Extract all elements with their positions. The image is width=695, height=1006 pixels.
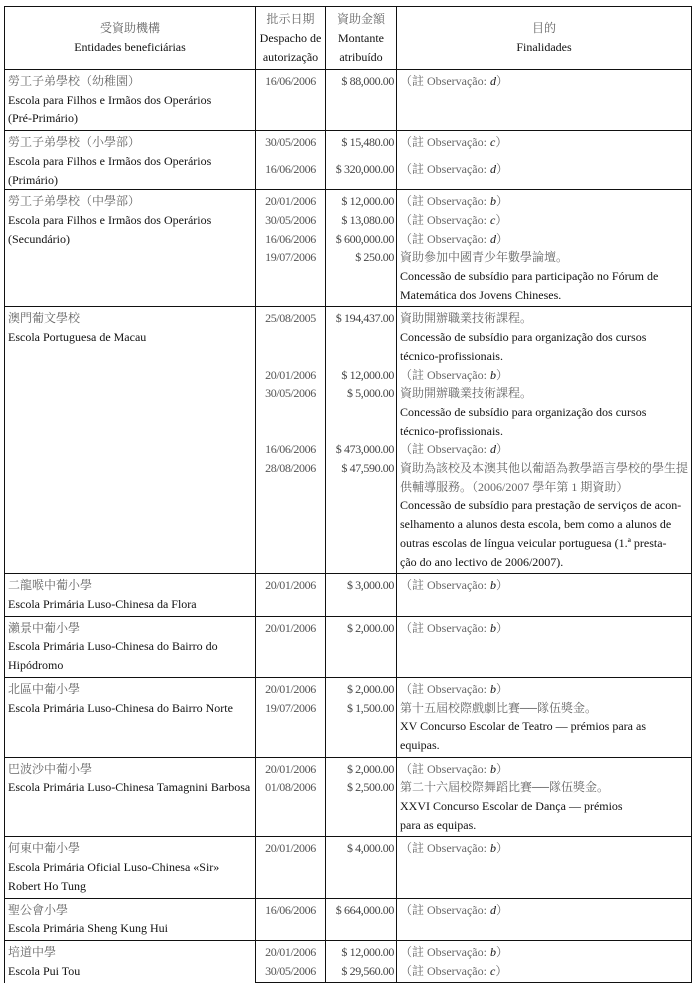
authorization-date: 25/08/2005 (256, 307, 326, 366)
entity-name-zh: 何東中葡小學 (8, 841, 81, 856)
entity-name-pt: (Secundário) (8, 231, 70, 246)
observation-letter: b (489, 578, 496, 593)
amount: $ 320,000.00 (326, 160, 397, 190)
entity-name-zh: 二龍喉中葡小學 (8, 578, 93, 593)
amount: $ 194,437.00 (326, 307, 397, 366)
purpose-pt: outras escolas de língua veicular portuguesa (1.ª presta- (400, 535, 667, 550)
purpose-cell (397, 384, 692, 440)
observation-note (400, 366, 688, 385)
purpose-cell (397, 677, 692, 698)
header-row (5, 7, 692, 70)
entity-name-zh: 北區中葡小學 (8, 681, 81, 696)
beneficiary-group (5, 307, 692, 574)
purpose-cell (397, 160, 692, 190)
table-row (5, 837, 692, 898)
entity-name-pt: Escola Primária Luso-Chinesa do Bairro Norte (8, 700, 233, 715)
observation-prefix: （註 Observação: (400, 367, 490, 382)
beneficiary-group (5, 616, 692, 677)
purpose-cell (397, 190, 692, 211)
entity-name-pt: Escola Portuguesa de Macau (8, 330, 147, 345)
entity-cell (5, 616, 256, 677)
observation-note (400, 680, 688, 699)
observation-note (400, 72, 688, 91)
observation-letter: d (489, 902, 496, 917)
authorization-date: 20/01/2006 (256, 837, 326, 898)
header-date-pt2: autorização (262, 49, 319, 64)
entity-name-zh: 培道中學 (8, 944, 57, 959)
amount: $ 29,560.00 (326, 962, 397, 983)
entity-name-pt: (Primário) (8, 172, 58, 187)
entity-cell (5, 757, 256, 837)
amount: $ 250.00 (326, 248, 397, 307)
purpose-pt: ção do ano lectivo de 2006/2007). (400, 554, 564, 569)
header-amount (326, 7, 397, 70)
purpose-zh: 第十五屆校際戲劇比賽──隊伍獎金。 (400, 700, 598, 715)
observation-suffix: ） (495, 135, 508, 150)
amount: $ 664,000.00 (326, 898, 397, 940)
observation-prefix: （註 Observação: (400, 162, 490, 177)
authorization-date: 19/07/2006 (256, 699, 326, 758)
authorization-date: 16/06/2006 (256, 230, 326, 249)
purpose-pt: Concessão de subsídio para organização dos cursos (400, 404, 647, 419)
beneficiary-group (5, 677, 692, 757)
header-amount-zh: 資助金額 (336, 11, 385, 26)
purpose-cell (397, 70, 692, 131)
observation-suffix: ） (495, 944, 508, 959)
observation-letter: d (489, 231, 496, 246)
purpose-pt: Concessão de subsídio para participação no Fórum de (400, 269, 659, 284)
purpose-cell (397, 211, 692, 230)
observation-letter: b (489, 944, 496, 959)
observation-prefix: （註 Observação: (400, 681, 490, 696)
purpose-cell (397, 459, 692, 574)
authorization-date: 16/06/2006 (256, 160, 326, 190)
entity-cell (5, 940, 256, 982)
observation-letter: d (489, 162, 496, 177)
header-amount-pt2: atribuído (339, 49, 383, 64)
beneficiary-group (5, 940, 692, 982)
observation-suffix: ） (495, 367, 508, 382)
observation-suffix: ） (495, 442, 508, 457)
entity-name-zh: 勞工子弟學校（中學部） (8, 194, 141, 209)
observation-prefix: （註 Observação: (400, 578, 490, 593)
beneficiary-group (5, 131, 692, 190)
purpose-pt: técnico-profissionais. (400, 348, 503, 363)
purpose-cell (397, 778, 692, 837)
observation-letter: b (489, 367, 496, 382)
entity-name-pt: (Pré-Primário) (8, 111, 78, 126)
purpose-zh: 資助參加中國青少年數學論壇。 (400, 250, 569, 265)
header-amount-pt1: Montante (338, 30, 384, 45)
purpose-cell (397, 757, 692, 778)
purpose-cell (397, 837, 692, 898)
observation-letter: d (489, 74, 496, 88)
authorization-date: 19/07/2006 (256, 248, 326, 307)
observation-prefix: （註 Observação: (400, 231, 490, 246)
observation-prefix: （註 Observação: (400, 74, 490, 88)
entity-cell (5, 131, 256, 190)
purpose-cell (397, 440, 692, 459)
observation-letter: b (489, 620, 496, 635)
purpose-cell (397, 248, 692, 307)
beneficiary-group (5, 70, 692, 131)
purpose-cell (397, 616, 692, 677)
table-row (5, 190, 692, 211)
entity-cell (5, 574, 256, 616)
entity-name-pt: Escola para Filhos e Irmãos dos Operários (8, 92, 212, 107)
observation-letter: c (489, 212, 496, 227)
entity-name-zh: 勞工子弟學校（小學部） (8, 135, 141, 150)
authorization-date: 30/05/2006 (256, 131, 326, 161)
authorization-date: 20/01/2006 (256, 190, 326, 211)
observation-note (400, 619, 688, 638)
purpose-cell (397, 962, 692, 983)
purpose-cell (397, 230, 692, 249)
table-row (5, 616, 692, 677)
amount: $ 2,000.00 (326, 757, 397, 778)
purpose-pt: selhamento a alunos desta escola, bem como a alunos de (400, 517, 672, 532)
table-row (5, 677, 692, 698)
entity-cell (5, 677, 256, 757)
entity-name-zh: 勞工子弟學校（幼稚園） (8, 74, 141, 88)
amount: $ 3,000.00 (326, 574, 397, 616)
table-row (5, 757, 692, 778)
observation-note (400, 192, 688, 211)
header-date-pt1: Despacho de (259, 30, 322, 45)
table-row (5, 940, 692, 961)
beneficiary-group (5, 837, 692, 898)
entity-name-pt: Escola Primária Oficial Luso-Chinesa «Sir» (8, 860, 220, 875)
amount: $ 4,000.00 (326, 837, 397, 898)
authorization-date: 20/01/2006 (256, 366, 326, 385)
observation-note (400, 576, 688, 595)
authorization-date: 20/01/2006 (256, 757, 326, 778)
authorization-date: 16/06/2006 (256, 440, 326, 459)
amount: $ 88,000.00 (326, 70, 397, 131)
observation-letter: b (489, 841, 496, 856)
authorization-date: 20/01/2006 (256, 616, 326, 677)
beneficiary-group (5, 898, 692, 940)
observation-note (400, 901, 688, 920)
observation-prefix: （註 Observação: (400, 194, 490, 209)
purpose-pt: Concessão de subsídio para prestação de serviços de acon- (400, 498, 682, 513)
purpose-cell (397, 366, 692, 385)
observation-prefix: （註 Observação: (400, 442, 490, 457)
purpose-cell (397, 574, 692, 616)
purpose-pt: Concessão de subsídio para organização dos cursos (400, 330, 647, 345)
beneficiary-group (5, 757, 692, 837)
amount: $ 600,000.00 (326, 230, 397, 249)
observation-prefix: （註 Observação: (400, 761, 490, 776)
observation-prefix: （註 Observação: (400, 841, 490, 856)
observation-note (400, 230, 688, 249)
header-entity (5, 7, 256, 70)
observation-suffix: ） (495, 963, 508, 978)
amount: $ 12,000.00 (326, 190, 397, 211)
observation-prefix: （註 Observação: (400, 212, 490, 227)
purpose-zh: 資助開辦職業技術課程。 (400, 386, 533, 401)
entity-cell (5, 898, 256, 940)
entity-name-pt: Escola Primária Sheng Kung Hui (8, 921, 168, 936)
observation-prefix: （註 Observação: (400, 963, 490, 978)
entity-cell (5, 190, 256, 307)
table-row (5, 574, 692, 616)
observation-letter: b (489, 761, 496, 776)
authorization-date: 28/08/2006 (256, 459, 326, 574)
header-purpose-zh: 目的 (531, 21, 556, 35)
observation-suffix: ） (495, 841, 508, 856)
observation-prefix: （註 Observação: (400, 902, 490, 917)
purpose-pt: para as equipas. (400, 817, 477, 832)
observation-suffix: ） (495, 681, 508, 696)
observation-suffix: ） (495, 902, 508, 917)
purpose-cell (397, 307, 692, 366)
subsidy-table (4, 6, 692, 983)
amount: $ 13,080.00 (326, 211, 397, 230)
purpose-pt: XV Concurso Escolar de Teatro — prémios para as (400, 719, 646, 734)
purpose-cell (397, 898, 692, 940)
observation-prefix: （註 Observação: (400, 135, 490, 150)
entity-name-pt: Escola para Filhos e Irmãos dos Operários (8, 153, 212, 168)
observation-note (400, 211, 688, 230)
purpose-pt: XXVI Concurso Escolar de Dança — prémios (400, 799, 623, 814)
header-entity-pt: Entidades beneficiárias (74, 40, 186, 54)
table-row (5, 131, 692, 161)
observation-note (400, 133, 688, 152)
purpose-zh: 資助為該校及本澳其他以葡語為教學語言學校的學生提 (400, 461, 689, 476)
observation-letter: b (489, 194, 496, 209)
table-row (5, 898, 692, 940)
amount: $ 15,480.00 (326, 131, 397, 161)
observation-note (400, 943, 688, 962)
purpose-cell (397, 699, 692, 758)
observation-suffix: ） (495, 212, 508, 227)
observation-suffix: ） (495, 194, 508, 209)
observation-note (400, 440, 688, 459)
authorization-date: 01/08/2006 (256, 778, 326, 837)
purpose-pt: equipas. (400, 737, 440, 752)
beneficiary-group (5, 190, 692, 307)
purpose-cell (397, 131, 692, 161)
beneficiary-group (5, 574, 692, 616)
amount: $ 1,500.00 (326, 699, 397, 758)
entity-name-pt: Escola Pui Tou (8, 963, 81, 978)
observation-suffix: ） (495, 162, 508, 177)
authorization-date: 20/01/2006 (256, 677, 326, 698)
observation-note (400, 160, 688, 179)
observation-letter: c (489, 135, 496, 150)
authorization-date: 16/06/2006 (256, 898, 326, 940)
observation-prefix: （註 Observação: (400, 620, 490, 635)
header-purpose-pt: Finalidades (516, 40, 572, 54)
authorization-date: 20/01/2006 (256, 940, 326, 961)
amount: $ 2,500.00 (326, 778, 397, 837)
entity-name-pt: Escola Primária Luso-Chinesa do Bairro do (8, 639, 218, 654)
observation-letter: c (489, 963, 496, 978)
observation-suffix: ） (495, 578, 508, 593)
entity-cell (5, 70, 256, 131)
observation-letter: b (489, 681, 496, 696)
authorization-date: 16/06/2006 (256, 70, 326, 131)
header-date-zh: 批示日期 (266, 11, 315, 26)
observation-letter: d (489, 442, 496, 457)
purpose-zh: 第二十六屆校際舞蹈比賽──隊伍獎金。 (400, 780, 610, 795)
observation-note (400, 962, 688, 981)
authorization-date: 30/05/2006 (256, 962, 326, 983)
observation-suffix: ） (495, 231, 508, 246)
entity-name-pt: Robert Ho Tung (8, 878, 87, 893)
entity-cell (5, 837, 256, 898)
authorization-date: 30/05/2006 (256, 211, 326, 230)
observation-suffix: ） (495, 620, 508, 635)
authorization-date: 20/01/2006 (256, 574, 326, 616)
amount: $ 5,000.00 (326, 384, 397, 440)
entity-name-zh: 瀨景中葡小學 (8, 620, 81, 635)
entity-name-pt: Hipódromo (8, 658, 64, 673)
purpose-cell (397, 940, 692, 961)
entity-cell (5, 307, 256, 574)
entity-name-zh: 澳門葡文學校 (8, 311, 81, 326)
amount: $ 47,590.00 (326, 459, 397, 574)
entity-name-pt: Escola Primária Luso-Chinesa Tamagnini Barbosa (8, 780, 251, 795)
entity-name-zh: 巴波沙中葡小學 (8, 761, 93, 776)
purpose-pt: Matemática dos Jovens Chineses. (400, 287, 562, 302)
entity-name-zh: 聖公會小學 (8, 902, 69, 917)
observation-suffix: ） (495, 761, 508, 776)
observation-prefix: （註 Observação: (400, 944, 490, 959)
table-row (5, 307, 692, 366)
header-purpose (397, 7, 692, 70)
header-date (256, 7, 326, 70)
header-entity-zh: 受資助機構 (99, 21, 160, 35)
entity-name-pt: Escola Primária Luso-Chinesa da Flora (8, 596, 197, 611)
purpose-pt: técnico-profissionais. (400, 423, 503, 438)
observation-suffix: ） (495, 74, 508, 88)
purpose-zh: 供輔導服務。（2006/2007 學年第 1 期資助） (400, 479, 629, 494)
observation-note (400, 839, 688, 858)
table-row (5, 70, 692, 131)
authorization-date: 30/05/2006 (256, 384, 326, 440)
amount: $ 473,000.00 (326, 440, 397, 459)
amount: $ 12,000.00 (326, 940, 397, 961)
amount: $ 2,000.00 (326, 616, 397, 677)
entity-name-pt: Escola para Filhos e Irmãos dos Operários (8, 212, 212, 227)
amount: $ 2,000.00 (326, 677, 397, 698)
amount: $ 12,000.00 (326, 366, 397, 385)
purpose-zh: 資助開辦職業技術課程。 (400, 311, 533, 326)
observation-note (400, 760, 688, 779)
